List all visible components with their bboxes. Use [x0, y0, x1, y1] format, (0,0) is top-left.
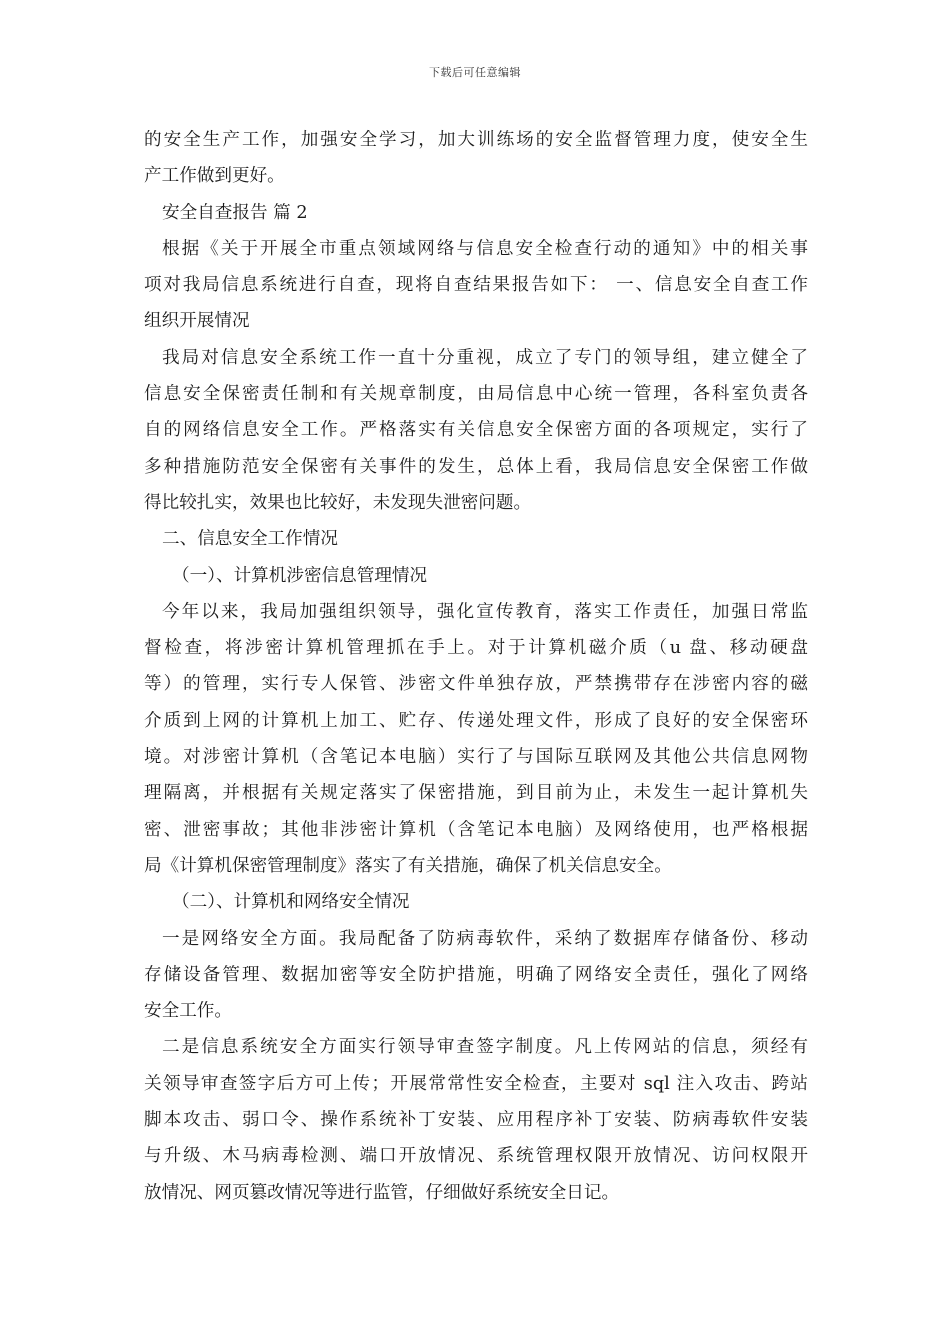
text-line: 多种措施防范安全保密有关事件的发生，总体上看，我局信息安全保密工作做 — [144, 456, 808, 477]
text-line: （二）、计算机和网络安全情况 — [172, 892, 410, 913]
text-line: 介质到上网的计算机上加工、贮存、传递处理文件，形成了良好的安全保密环 — [144, 710, 808, 731]
text-line: 放情况、网页篡改情况等进行监管，仔细做好系统安全日记。 — [144, 1182, 620, 1203]
text-line: 产工作做到更好。 — [144, 166, 285, 187]
text-line: 密、泄密事故；其他非涉密计算机（含笔记本电脑）及网络使用，也严格根据 — [144, 819, 808, 840]
text-line: 安全工作。 — [144, 1001, 232, 1022]
text-line: 我局对信息安全系统工作一直十分重视，成立了专门的领导组，建立健全了 — [162, 347, 808, 368]
text-line: 今年以来，我局加强组织领导，强化宣传教育，落实工作责任，加强日常监 — [162, 601, 808, 622]
text-line: 根据《关于开展全市重点领域网络与信息安全检查行动的通知》中的相关事 — [162, 238, 808, 259]
text-line: （一）、计算机涉密信息管理情况 — [172, 565, 428, 586]
text-line: 存储设备管理、数据加密等安全防护措施，明确了网络安全责任，强化了网络 — [144, 964, 808, 985]
text-line: 的安全生产工作，加强安全学习，加大训练场的安全监督管理力度，使安全生 — [144, 130, 808, 150]
text-line: 二、信息安全工作情况 — [162, 529, 338, 550]
text-line: 等）的管理，实行专人保管、涉密文件单独存放，严禁携带存在涉密内容的磁 — [144, 674, 808, 695]
text-line: 局《计算机保密管理制度》落实了有关措施，确保了机关信息安全。 — [144, 855, 672, 876]
document-body — [144, 122, 808, 1211]
text-line: 组织开展情况 — [144, 311, 250, 332]
text-line: 一是网络安全方面。我局配备了防病毒软件，采纳了数据库存储备份、移动 — [162, 928, 808, 949]
text-line: 项对我局信息系统进行自查，现将自查结果报告如下： 一、信息安全自查工作 — [144, 275, 808, 296]
text-line: 脚本攻击、弱口令、操作系统补丁安装、应用程序补丁安装、防病毒软件安装 — [144, 1110, 808, 1131]
text-line: 自的网络信息安全工作。严格落实有关信息安全保密方面的各项规定，实行了 — [144, 420, 808, 441]
text-line: 境。对涉密计算机（含笔记本电脑）实行了与国际互联网及其他公共信息网物 — [144, 747, 808, 768]
text-line: 督检查，将涉密计算机管理抓在手上。对于计算机磁介质（u 盘、移动硬盘 — [144, 638, 808, 659]
text-line: 得比较扎实，效果也比较好，未发现失泄密问题。 — [144, 492, 532, 513]
text-line: 理隔离，并根据有关规定落实了保密措施，到目前为止，未发生一起计算机失 — [144, 783, 808, 804]
page-header: 下载后可任意编辑 — [429, 66, 521, 79]
text-line: 与升级、木马病毒检测、端口开放情况、系统管理权限开放情况、访问权限开 — [144, 1146, 808, 1167]
text-line: 安全自查报告 篇 2 — [162, 202, 308, 223]
text-line: 二是信息系统安全方面实行领导审查签字制度。凡上传网站的信息，须经有 — [162, 1037, 808, 1058]
text-line: 信息安全保密责任制和有关规章制度，由局信息中心统一管理，各科室负责各 — [144, 384, 808, 405]
text-line: 关领导审查签字后方可上传；开展常常性安全检查，主要对 sql 注入攻击、跨站 — [144, 1073, 808, 1094]
